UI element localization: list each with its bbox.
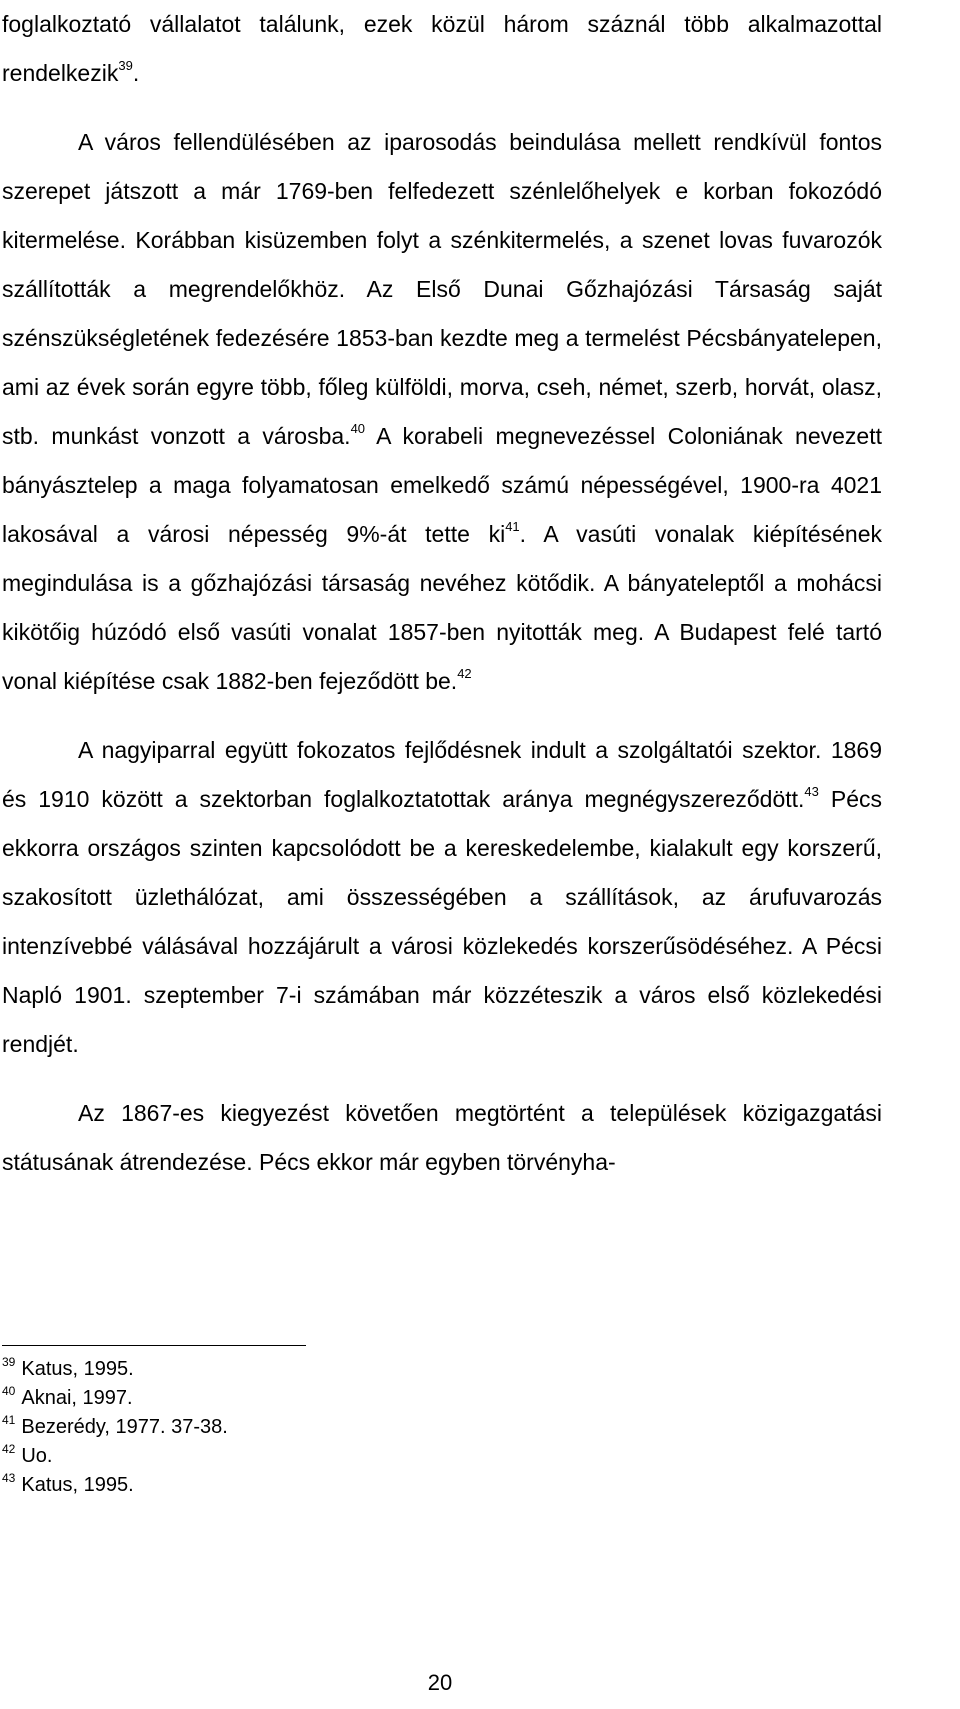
footnote-41 [2, 1413, 228, 1442]
footnote-text: Aknai, 1997. [21, 1387, 133, 1409]
paragraph-city-growth [2, 118, 882, 706]
footnote-43 [2, 1471, 228, 1500]
footnote-ref-40: 40 [350, 421, 366, 436]
paragraph-administration [2, 1089, 882, 1187]
footnote-ref-39: 39 [118, 58, 133, 73]
text-run: . [132, 60, 140, 86]
footnote-text: Uo. [21, 1445, 53, 1467]
text-run: Az 1867-es kiegyezést követően megtörtént a települések közigazgatási státusának átrendezése. Pécs ekkor már egyben törvényha- [2, 1100, 882, 1175]
text-run: A korabeli megnevezéssel Coloniának nevezett bányásztelep a maga folyamatosan emelkedő számú népességével, 1900-ra 4021 lakosával a városi népesség 9%-át tette ki [2, 423, 882, 547]
text-run: A város fellendülésében az iparosodás beindulása mellett rendkívül fontos szerepet játszott a már 1769-ben felfedezett szénlelőhelyek e korban fokozódó kitermelése. Korábban kisüzemben folyt a szénkitermelés, a szenet lovas fuvarozók szállították a megrendelőkhöz. Az Első Dunai Gőzhajózási Társaság saját szénszükségletének fedezésére 1853-ban kezdte meg a termelést Pécsbányatelepen, ami az évek során egyre több, főleg külföldi, morva, cseh, német, szerb, horvát, olasz, stb. munkást vonzott a városba. [2, 129, 882, 449]
text-run: . A vasúti vonalak kiépítésének megindulása is a gőzhajózási társaság nevéhez kötődik. A bányateleptől a mohácsi kikötőig húzódó első vasúti vonalat 1857-ben nyitották meg. A Budapest felé tartó vonal kiépítése csak 1882-ben fejeződött be. [2, 521, 882, 694]
footnote-number: 42 [2, 1442, 16, 1456]
footnote-separator [2, 1345, 306, 1346]
footnote-ref-42: 42 [457, 666, 472, 681]
text-run: Pécs ekkorra országos szinten kapcsolódott be a kereskedelembe, kialakult egy korszerű, szakosított üzlethálózat, ami összességében a szállítások, az árufuvarozás intenzívebbé válásával hozzájárult a városi közlekedés korszerűsödéséhez. A Pécsi Napló 1901. szeptember 7-i számában már közzéteszik a város első közlekedési rendjét. [2, 786, 882, 1057]
paragraph-continuation [2, 0, 882, 98]
footnote-text: Katus, 1995. [21, 1474, 134, 1496]
footnote-text: Katus, 1995. [21, 1358, 134, 1380]
footnote-39 [2, 1355, 228, 1384]
footnote-text: Bezerédy, 1977. 37-38. [21, 1416, 228, 1438]
footnote-ref-43: 43 [804, 784, 819, 799]
footnotes [2, 1355, 228, 1500]
text-run: A nagyiparral együtt fokozatos fejlődésnek indult a szolgáltatói szektor. 1869 és 1910 között a szektorban foglalkoztatottak aránya megnégyszereződött. [2, 737, 882, 812]
paragraph-service-sector [2, 726, 882, 1069]
footnote-42 [2, 1442, 228, 1471]
footnote-40 [2, 1384, 228, 1413]
footnote-number: 43 [2, 1471, 16, 1485]
footnote-number: 41 [2, 1413, 16, 1427]
text-run: foglalkoztató vállalatot találunk, ezek közül három száznál több alkalmazottal rendelkezik [2, 11, 882, 86]
footnote-ref-41: 41 [505, 519, 520, 534]
body-text [2, 0, 882, 1187]
page-number: 20 [427, 1670, 453, 1695]
footnote-number: 39 [2, 1355, 16, 1369]
footnote-number: 40 [2, 1384, 16, 1398]
